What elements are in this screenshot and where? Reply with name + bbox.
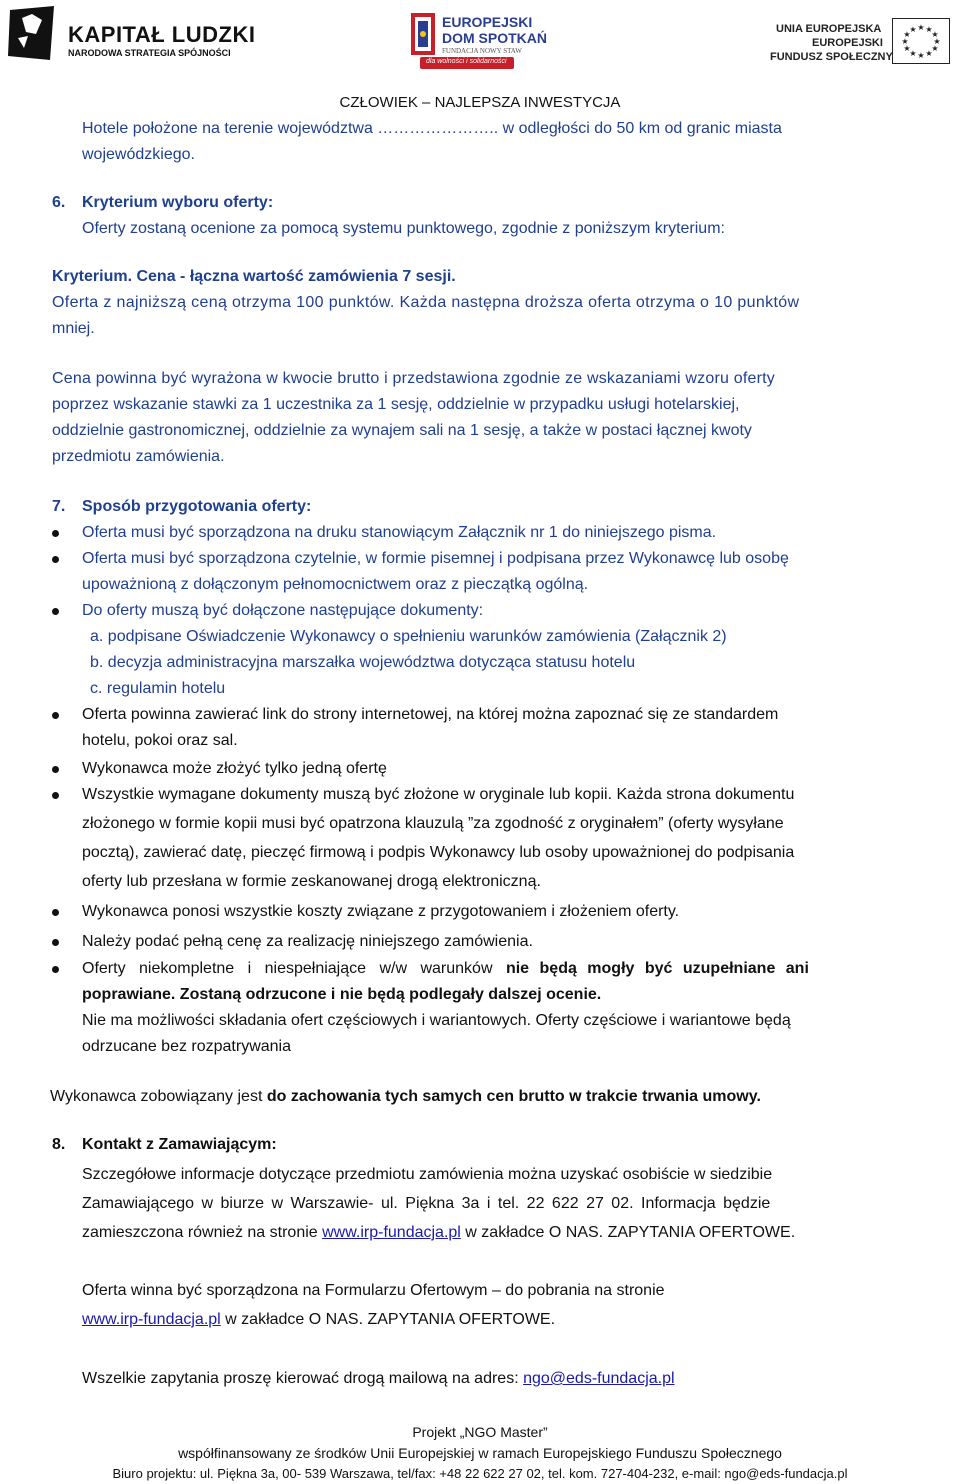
svg-text:★: ★ [917, 51, 925, 60]
contact-line3 [82, 1224, 795, 1242]
footer-office: Biuro projektu: ul. Piękna 3a, 00- 539 Warszawa, tel/fax: +48 22 622 27 02, tel. kom. 727-404-232, e-mail: ngo@eds-fundacja.pl [112, 1466, 848, 1481]
req-copies-line3: pocztą), zawierać datę, pieczęć firmową i podpis Wykonawcy lub osoby upoważnionej do podpisania [82, 844, 795, 861]
req-link-line1: Oferta powinna zawierać link do strony internetowej, na której można zapoznać się ze standardem [82, 706, 779, 723]
svg-text:★: ★ [909, 25, 917, 34]
section7-heading: Sposób przygotowania oferty: [82, 498, 312, 515]
bullet-icon [52, 909, 59, 916]
points-line1: Oferta z najniższą ceną otrzyma 100 punktów. Każda następna droższa oferta otrzyma o 10 punktów [52, 294, 800, 311]
partial-offers-line1: Nie ma możliwości składania ofert częściowych i wariantowych. Oferty częściowe i wariantowe będą [82, 1012, 791, 1029]
ue-line2: EUROPEJSKI [812, 37, 883, 49]
ue-line1: UNIA EUROPEJSKA [776, 23, 882, 35]
price-line3: oddzielnie gastronomicznej, oddzielnie za wynajem sali na 1 sesję, a także w postaci łącznej kwoty [52, 422, 752, 439]
eds-foundation: FUNDACJA NOWY STAW [442, 47, 522, 55]
bullet-icon [52, 530, 59, 537]
price-line2: poprzez wskazanie stawki za 1 uczestnika za 1 sesję, oddzielnie w przypadku usługi hotelarskiej, [52, 396, 740, 413]
section8-heading: Kontakt z Zamawiającym: [82, 1136, 277, 1153]
req-link-line2: hotelu, pokoi oraz sal. [82, 732, 238, 749]
req-costs: Wykonawca ponosi wszystkie koszty związane z przygotowaniem i złożeniem oferty. [82, 903, 680, 920]
form-download-line1: Oferta winna być sporządzona na Formularzu Ofertowym – do pobrania na stronie [82, 1282, 665, 1299]
req-incomplete-text: Oferty niekompletne i niespełniające w/w warunków [82, 960, 506, 977]
svg-text:★: ★ [925, 49, 933, 58]
doc-a: a. podpisane Oświadczenie Wykonawcy o spełnieniu warunków zamówienia (Załącznik 2) [90, 628, 727, 645]
bullet-icon [52, 608, 59, 615]
form-download-line2 [82, 1311, 555, 1329]
svg-text:★: ★ [917, 23, 925, 32]
svg-text:★: ★ [931, 30, 939, 39]
doc-b: b. decyzja administracyjna marszałka województwa dotycząca statusu hotelu [90, 654, 636, 671]
ue-line3: FUNDUSZ SPOŁECZNY [770, 51, 893, 63]
points-line2: mniej. [52, 320, 95, 337]
req-one-offer: Wykonawca może złożyć tylko jedną ofertę [82, 760, 387, 777]
req-incomplete-bold: nie będą mogły być uzupełniane ani [505, 960, 809, 977]
hotels-line1: Hotele położone na terenie województwa ………………….. w odległości do 50 km od granic miasta [82, 120, 782, 137]
section8-number: 8. [52, 1136, 66, 1153]
svg-text:★: ★ [901, 37, 909, 46]
kapital-ludzki-title: KAPITAŁ LUDZKI [68, 22, 256, 47]
price-line4: przedmiotu zamówienia. [52, 448, 225, 465]
req-documents: Do oferty muszą być dołączone następujące dokumenty: [82, 602, 484, 619]
form-download-end: w zakładce O NAS. ZAPYTANIA OFERTOWE. [220, 1311, 556, 1328]
svg-text:★: ★ [925, 25, 933, 34]
eu-flag-icon [892, 18, 950, 64]
price-obligation-text: Wykonawca zobowiązany jest [50, 1088, 267, 1105]
contact-line3-text: zamieszczona również na stronie [82, 1224, 323, 1241]
section6-heading: Kryterium wyboru oferty: [82, 194, 274, 211]
kapital-ludzki-subtitle: NARODOWA STRATEGIA SPÓJNOŚCI [68, 48, 231, 58]
doc-c: c. regulamin hotelu [90, 680, 226, 697]
eds-motto: dla wolności i solidarności [426, 58, 507, 65]
req-incomplete-line1 [82, 960, 809, 978]
price-line1: Cena powinna być wyrażona w kwocie brutto i przedstawiona zgodnie ze wskazaniami wzoru oferty [52, 370, 775, 387]
req-copies-line4: oferty lub przesłana w formie zeskanowanej drogą elektroniczną. [82, 873, 541, 890]
section7-number: 7. [52, 498, 66, 515]
contact-line1: Szczegółowe informacje dotyczące przedmiotu zamówienia można uzyskać osobiście w siedzibie [82, 1166, 773, 1183]
price-obligation-bold: do zachowania tych samych cen brutto w trakcie trwania umowy. [266, 1088, 761, 1105]
req-incomplete-line2: poprawiane. Zostaną odrzucone i nie będą podlegały dalszej ocenie. [82, 986, 602, 1003]
eds-logo-icon [410, 12, 436, 56]
bullet-icon [52, 556, 59, 563]
email-contact-text: Wszelkie zapytania proszę kierować drogą mailową na adres: [82, 1370, 524, 1387]
req-copies-line2: złożonego w formie kopii musi być opatrzona klauzulą ”za zgodność z oryginałem” (oferty wysyłane [82, 815, 784, 832]
svg-text:★: ★ [933, 37, 941, 46]
bullet-icon [52, 712, 59, 719]
criterion: Kryterium. Cena - łączna wartość zamówienia 7 sesji. [52, 268, 456, 285]
header-slogan: CZŁOWIEK – NAJLEPSZA INWESTYCJA [339, 94, 621, 111]
partial-offers-line2: odrzucane bez rozpatrywania [82, 1038, 292, 1055]
footer-project: Projekt „NGO Master” [412, 1424, 548, 1440]
bullet-icon [52, 792, 59, 799]
footer-cofinanced: współfinansowany ze środków Unii Europejskiej w ramach Europejskiego Funduszu Społecznego [178, 1445, 782, 1461]
price-obligation [50, 1088, 761, 1106]
bullet-icon [52, 966, 59, 973]
req-full-price: Należy podać pełną cenę za realizację niniejszego zamówienia. [82, 933, 533, 950]
req-copies-line1: Wszystkie wymagane dokumenty muszą być złożone w oryginale lub kopii. Każda strona dokumentu [82, 786, 795, 803]
section6-number: 6. [52, 194, 66, 211]
email-contact [82, 1370, 675, 1388]
contact-line2: Zamawiającego w biurze w Warszawie- ul. Piękna 3a i tel. 22 622 27 02. Informacja będzie [82, 1195, 771, 1212]
svg-text:★: ★ [903, 44, 911, 53]
eds-name-line2: DOM SPOTKAŃ [442, 30, 547, 46]
section6-intro: Oferty zostaną ocenione za pomocą systemu punktowego, zgodnie z poniższym kryterium: [82, 220, 725, 237]
bullet-icon [52, 939, 59, 946]
req-legible-line2: upoważnioną z dołączonym pełnomocnictwem oraz z pieczątką ogólną. [82, 576, 589, 593]
hotels-line2: wojewódzkiego. [82, 146, 195, 163]
irp-website-link[interactable]: www.irp-fundacja.pl [322, 1224, 461, 1241]
svg-text:★: ★ [909, 49, 917, 58]
email-link[interactable]: ngo@eds-fundacja.pl [523, 1370, 675, 1387]
irp-website-link[interactable]: www.irp-fundacja.pl [82, 1311, 221, 1328]
bullet-icon [52, 766, 59, 773]
contact-line3-end: w zakładce O NAS. ZAPYTANIA OFERTOWE. [460, 1224, 796, 1241]
req-legible-line1: Oferta musi być sporządzona czytelnie, w formie pisemnej i podpisana przez Wykonawcę lub osobę [82, 550, 789, 567]
eds-name-line1: EUROPEJSKI [442, 14, 533, 30]
req-form-attachment: Oferta musi być sporządzona na druku stanowiącym Załącznik nr 1 do niniejszego pisma. [82, 524, 717, 541]
kapital-ludzki-logo [6, 4, 58, 62]
svg-text:★: ★ [903, 30, 911, 39]
svg-text:★: ★ [931, 44, 939, 53]
